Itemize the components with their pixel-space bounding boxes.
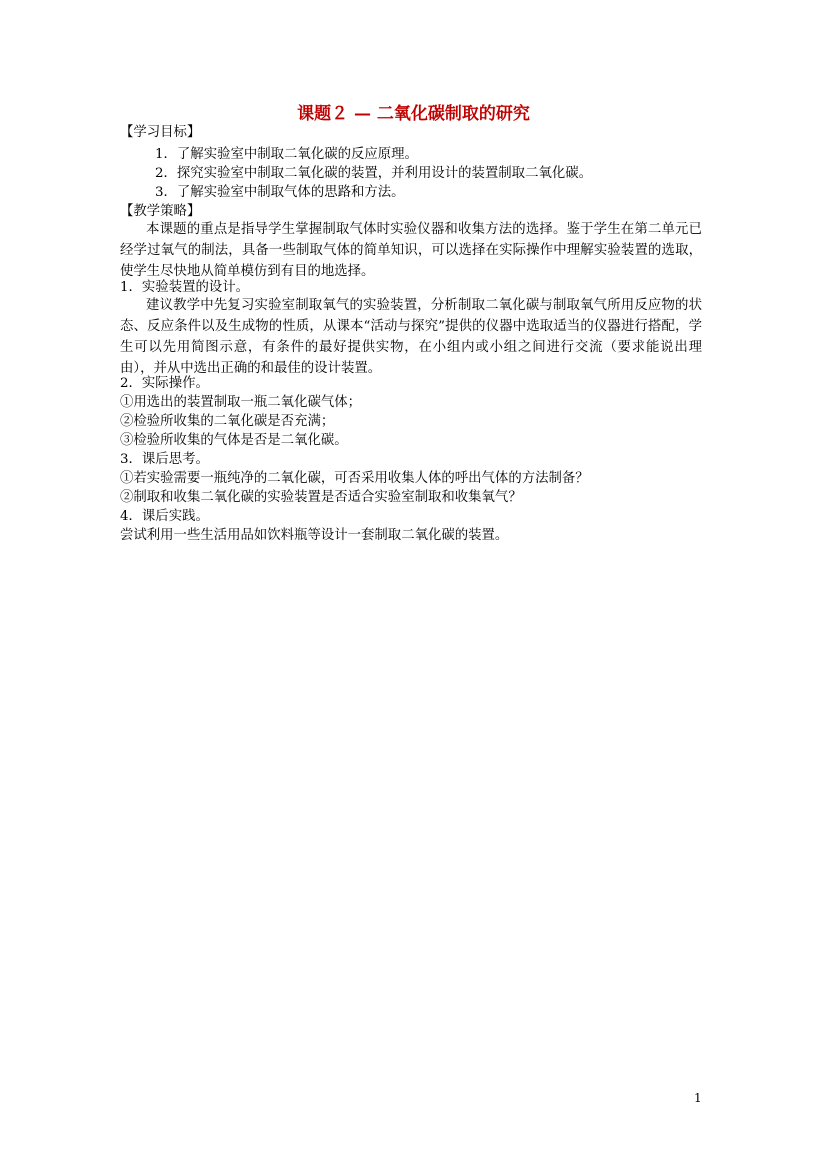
section-heading-strategy: 【教学策略】 — [120, 204, 201, 219]
part4-heading: 4．课后实践。 — [120, 509, 209, 524]
part3-item-2: ②制取和收集二氧化碳的实验装置是否适合实验室制取和收集氧气？ — [120, 490, 522, 505]
part3-heading: 3．课后思考。 — [120, 452, 209, 467]
page-number: 1 — [694, 1091, 702, 1105]
part1-paragraph: 建议教学中先复习实验室制取氧气的实验装置，分析制取二氧化碳与制取氧气所用反应物的状态、反应条件以及生成物的性质，从课本“活动与探究”提供的仪器中选取适当的仪器进行搭配，学生可以先用简图示意，有条件的最好提供实物，在小组内或小组之间进行交流（要求能说出理由），并从中选出正确的和最佳的设计装置。 — [120, 298, 702, 376]
section-heading-goals: 【学习目标】 — [120, 125, 201, 140]
goal-item-3: 3．了解实验室中制取气体的思路和方法。 — [155, 185, 405, 200]
part4-paragraph: 尝试利用一些生活用品如饮料瓶等设计一套制取二氧化碳的装置。 — [120, 528, 509, 543]
goal-item-2: 2．探究实验室中制取二氧化碳的装置，并利用设计的装置制取二氧化碳。 — [155, 166, 593, 181]
part3-item-1: ①若实验需要一瓶纯净的二氧化碳，可否采用收集人体的呼出气体的方法制备？ — [120, 471, 589, 486]
strategy-intro-paragraph: 本课题的重点是指导学生掌握制取气体时实验仪器和收集方法的选择。鉴于学生在第二单元已经学过氧气的制法，具备一些制取气体的简单知识，可以选择在实际操作中理解实验装置的选取，使学生尽快地从简单模仿到有目的地选择。 — [120, 222, 702, 279]
document-title: 课题２ — 二氧化碳制取的研究 — [297, 104, 530, 124]
part1-heading: 1．实验装置的设计。 — [120, 280, 250, 295]
part2-heading: 2．实际操作。 — [120, 376, 209, 391]
part2-item-2: ②检验所收集的二氧化碳是否充满； — [120, 414, 335, 429]
part2-item-1: ①用选出的装置制取一瓶二氧化碳气体； — [120, 395, 362, 410]
part2-item-3: ③检验所收集的气体是否是二氧化碳。 — [120, 433, 348, 448]
goal-item-1: 1．了解实验室中制取二氧化碳的反应原理。 — [155, 147, 418, 162]
